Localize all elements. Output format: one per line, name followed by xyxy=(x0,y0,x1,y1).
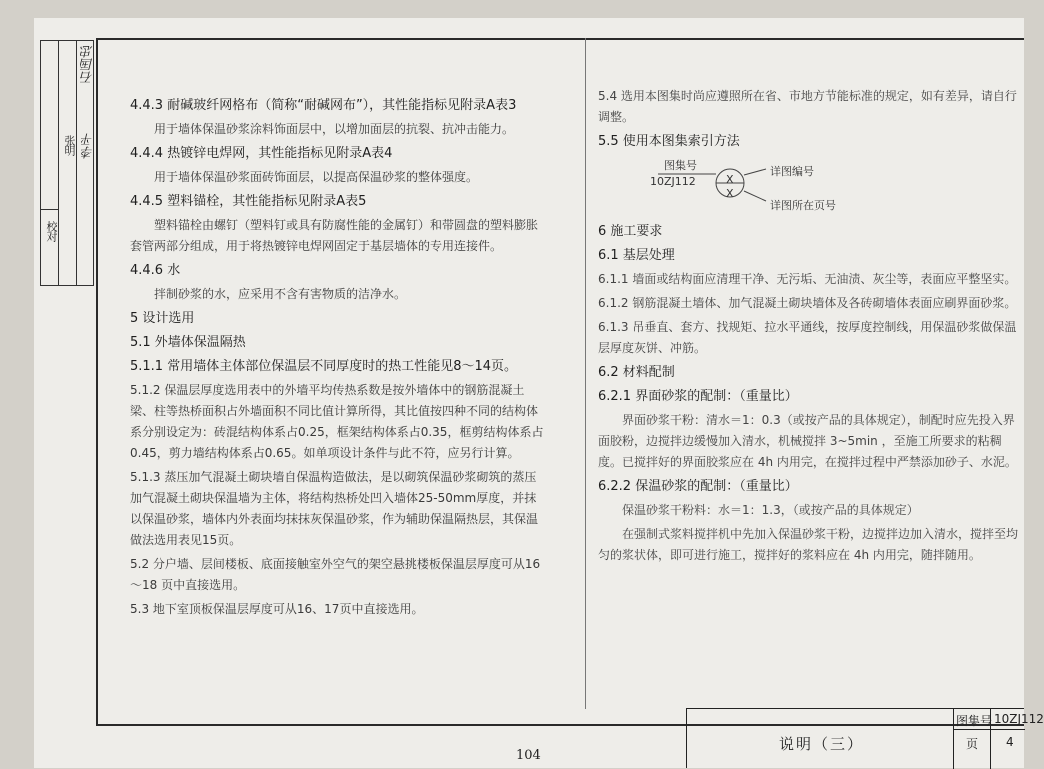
paragraph: 5.4 选用本图集时尚应遵照所在省、市地方节能标准的规定，如有差异，请自行调整。 xyxy=(598,89,1017,124)
paragraph: 保温砂浆干粉料：水＝1：1.3，（或按产品的具体规定） xyxy=(622,503,919,517)
section-heading: 6 施工要求 xyxy=(598,224,663,239)
role-column xyxy=(41,41,59,285)
column-divider xyxy=(585,38,586,709)
paragraph: 6.1.3 吊垂直、套方、找规矩、拉水平通线，按厚度控制线，用保温砂浆做保温层厚度灰饼、冲筋。 xyxy=(598,320,1017,355)
title-block-grid xyxy=(953,709,1044,769)
page-number: 104 xyxy=(516,748,541,763)
top-symbol: X xyxy=(726,173,734,186)
right-bottom-section xyxy=(598,221,1018,566)
signature-2: 李平 xyxy=(81,133,96,159)
paragraph: 用于墙体保温砂浆涂料饰面层中，以增加面层的抗裂、抗冲击能力。 xyxy=(154,122,515,136)
paragraph: 5.3 地下室顶板保温层厚度可从16、17页中直接选用。 xyxy=(130,602,424,616)
printed-names: 张明 xyxy=(63,135,76,155)
section-heading: 5.1 外墙体保温隔热 xyxy=(130,335,246,350)
section-heading: 4.4.4 热镀锌电焊网，其性能指标见附录A表4 xyxy=(130,146,393,161)
atlas-code: 10ZJ112 xyxy=(650,175,696,188)
paragraph: 塑料锚栓由螺钉（塑料钉或具有防腐性能的金属钉）和带圆盘的塑料膨胀套管两部分组成，用于将热镀锌电焊网固定于基层墙体的专用连接件。 xyxy=(130,218,539,253)
index-symbol-graphic xyxy=(598,155,798,215)
paragraph: 5.1.2 保温层厚度选用表中的外墙平均传热系数是按外墙体中的钢筋混凝土梁、柱等热桥面积占外墙面积不同比值计算所得，其比值按四种不同的结构体系分别设定为：砖混结构体系占0.25，框架结构体系占0.35，框剪结构体系占0.45，剪力墙结构体系占0.65。如单项设计条件与此不符，应另行计算。 xyxy=(130,383,544,460)
section-heading: 5.1.1 常用墙体主体部位保温层不同厚度时的热工性能见8～14页。 xyxy=(130,359,518,374)
sheet-title: 说明（三） xyxy=(779,735,865,753)
section-heading: 6.2.2 保温砂浆的配制：（重量比） xyxy=(598,479,798,494)
atlas-label: 图集号 xyxy=(664,159,697,172)
page-label: 页 xyxy=(966,737,979,751)
section-heading: 4.4.6 水 xyxy=(130,263,181,278)
paragraph: 5.2 分户墙、层间楼板、底面接触室外空气的架空悬挑楼板保温层厚度可从16～18 页中直接选用。 xyxy=(130,557,541,592)
bottom-symbol: X xyxy=(726,187,734,200)
section-heading: 6.1 基层处理 xyxy=(598,248,675,263)
paragraph: 在强制式浆料搅拌机中先加入保温砂浆干粉，边搅拌边加入清水，搅拌至均匀的浆状体，即可进行施工，搅拌好的浆料应在 4h 内用完，随拌随用。 xyxy=(598,527,1019,562)
section-heading: 5.5 使用本图集索引方法 xyxy=(598,134,740,149)
section-heading: 4.4.3 耐碱玻纤网格布（简称“耐碱网布”），其性能指标见附录A表3 xyxy=(130,98,517,113)
title-block xyxy=(686,708,1044,768)
paragraph: 5.1.3 蒸压加气混凝土砌块墙自保温构造做法，是以砌筑保温砂浆砌筑的蒸压加气混凝土砌块保温墙为主体，将结构热桥处凹入墙体25-50mm厚度，并抹以保温砂浆，墙体内外表面均抹抹灰保温砂浆，作为辅助保温隔热层，其保温做法选用表见15页。 xyxy=(130,470,539,547)
atlas-no-label: 图集号 xyxy=(956,714,993,728)
detail-number-label: 详图编号 xyxy=(770,165,814,178)
signature-1: 石国忠 xyxy=(81,45,96,84)
section-heading: 5 设计选用 xyxy=(130,311,195,326)
page-value: 4 xyxy=(1006,735,1014,749)
section-heading: 6.2.1 界面砂浆的配制：（重量比） xyxy=(598,389,798,404)
right-text-column xyxy=(598,86,1018,569)
paragraph: 用于墙体保温砂浆面砖饰面层，以提高保温砂浆的整体强度。 xyxy=(154,170,479,184)
detail-page-label: 详图所在页号 xyxy=(770,199,836,212)
paragraph: 拌制砂浆的水，应采用不含有害物质的洁净水。 xyxy=(154,287,407,301)
section-heading: 6.2 材料配制 xyxy=(598,365,675,380)
name-column xyxy=(59,41,77,285)
index-method-diagram xyxy=(598,155,1018,215)
paragraph: 界面砂浆干粉：清水＝1：0.3（或按产品的具体规定），制配时应先投入界面胶粉，边搅拌边缓慢加入清水，机械搅拌 3~5min ，至施工所要求的粘稠度。已搅拌好的界面胶浆应在 4h 内用完，在搅拌过程中严禁添加砂子、水泥。 xyxy=(598,413,1017,469)
left-text-column xyxy=(130,92,546,623)
signature-strip xyxy=(40,40,94,286)
right-top-section xyxy=(598,86,1018,152)
paragraph: 6.1.2 钢筋混凝土墙体、加气混凝土砌块墙体及各砖砌墙体表面应刷界面砂浆。 xyxy=(598,296,1017,310)
atlas-no-value: 10ZJ112 xyxy=(994,712,1044,726)
paragraph: 6.1.1 墙面或结构面应清理干净、无污垢、无油渍、灰尘等，表面应平整坚实。 xyxy=(598,272,1017,286)
role-proofread: 校对 xyxy=(45,221,58,241)
section-heading: 4.4.5 塑料锚栓，其性能指标见附录A表5 xyxy=(130,194,367,209)
